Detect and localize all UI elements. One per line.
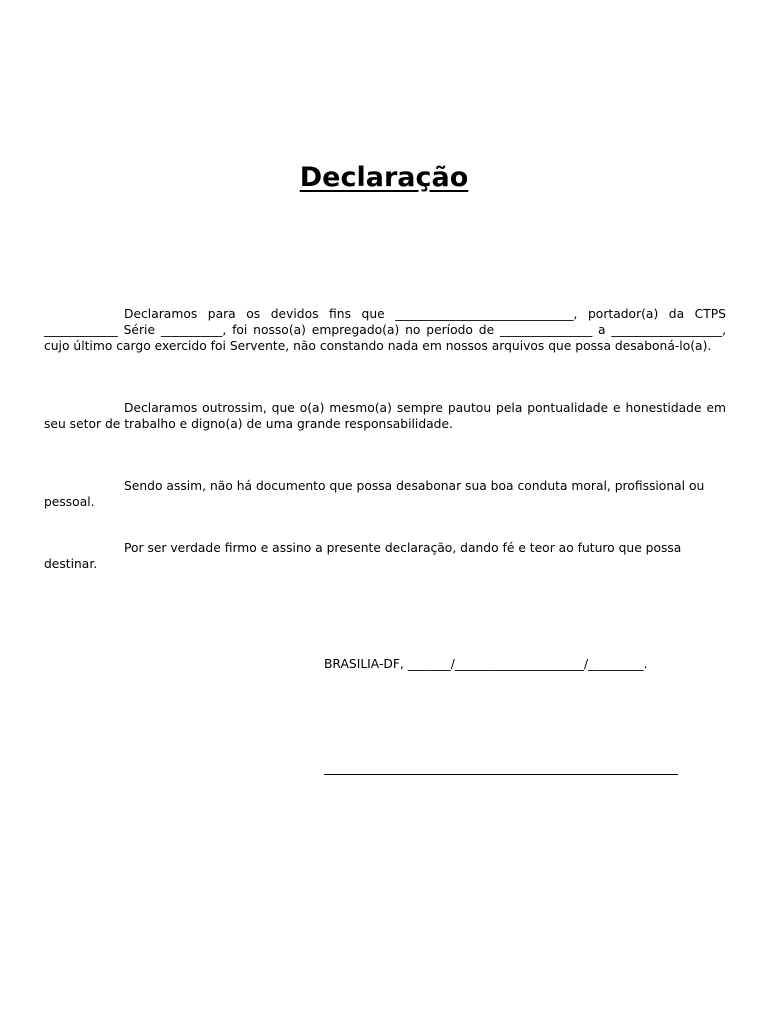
- document-title: Declaração: [299, 162, 469, 193]
- paragraph-no-objection: Sendo assim, não há documento que possa desabonar sua boa conduta moral, profissional ou pessoal.: [44, 479, 705, 509]
- place-date-line: BRASILIA-DF, _______/_____________________/_________.: [324, 657, 648, 671]
- paragraph-closing: Por ser verdade firmo e assino a presente declaração, dando fé e teor ao futuro que possa destinar.: [44, 541, 682, 571]
- paragraph-employment-declaration: Declaramos para os devidos fins que _____________________________, portador(a) da CTPS ____________ Série __________, foi nosso(a) empregado(a) no período de _______________ a __________________, cujo último cargo exercido foi Servente, não constando nada em nossos arquivos que possa desaboná-lo(a).: [44, 307, 726, 353]
- paragraph-conduct-statement: Declaramos outrossim, que o(a) mesmo(a) sempre pautou pela pontualidade e honestidade em seu setor de trabalho e digno(a) de uma grande responsabilidade.: [44, 401, 726, 431]
- signature-line: [324, 774, 678, 775]
